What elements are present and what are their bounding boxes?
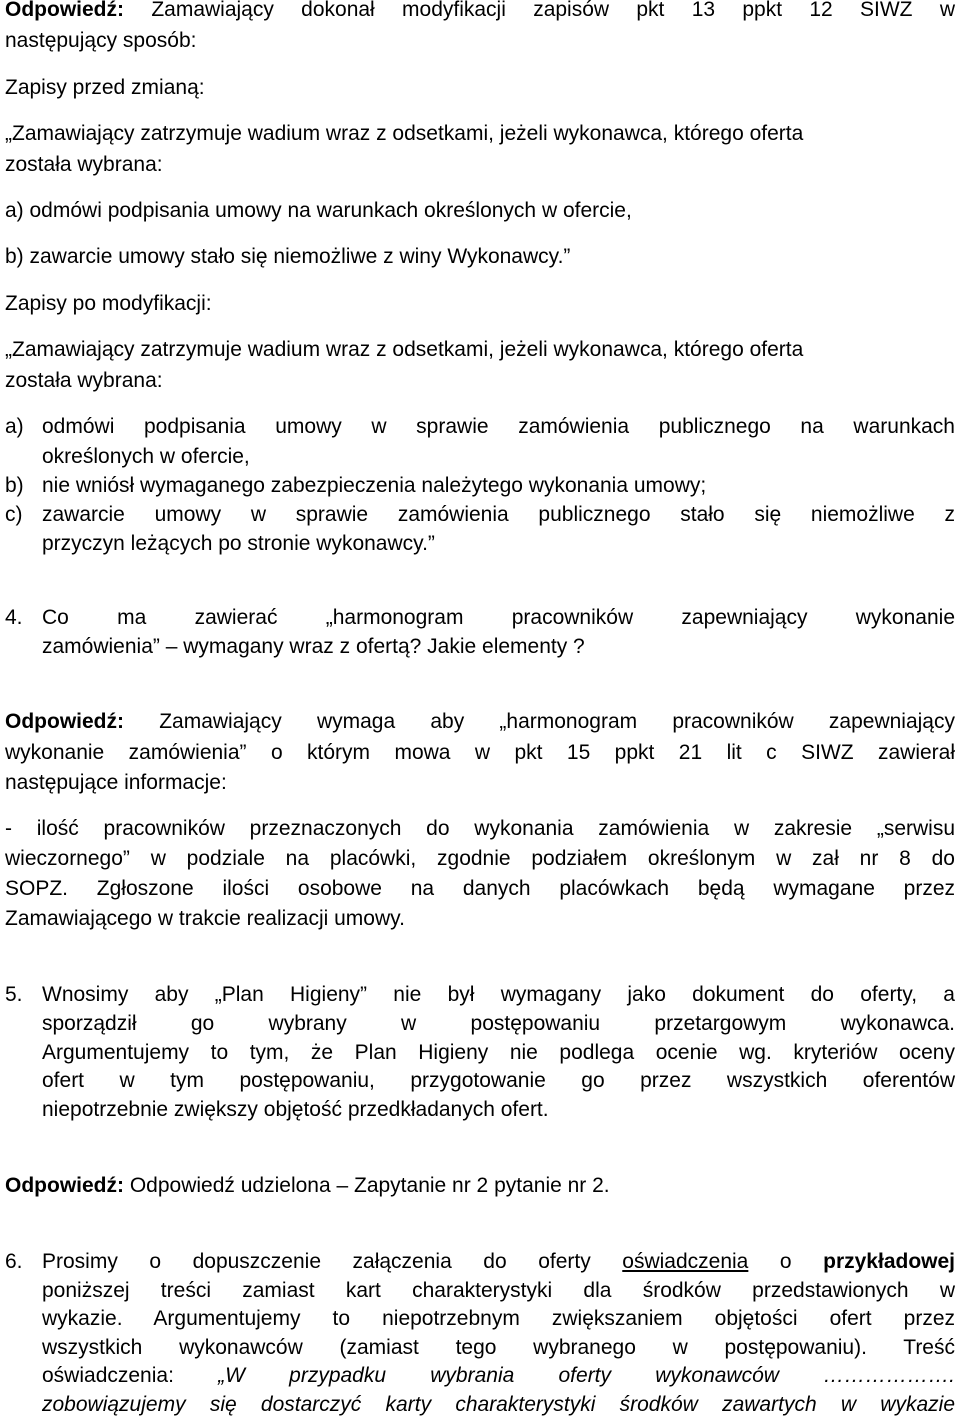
- question-number: 4.: [5, 606, 23, 629]
- question-line: zamówienia” – wymagany wraz z ofertą? Jakie elementy ?: [42, 635, 585, 658]
- list-item: odmówi podpisania umowy w sprawie zamówienia publicznego na warunkach: [42, 415, 955, 438]
- answer-line: wieczornego” w podziale na placówki, zgodnie podziałem określonym w zał nr 8 do: [5, 847, 955, 870]
- list-item: określonych w ofercie,: [42, 445, 250, 468]
- answer-line: - ilość pracowników przeznaczonych do wykonania zamówienia w zakresie „serwisu: [5, 817, 955, 840]
- answer-line: następujące informacje:: [5, 771, 227, 794]
- question-line: Argumentujemy to tym, że Plan Higieny nie podlega ocenie wg. kryteriów oceny: [42, 1041, 955, 1064]
- answer-line: Odpowiedź: Odpowiedź udzielona – Zapytanie nr 2 pytanie nr 2.: [5, 1174, 610, 1197]
- list-marker: c): [5, 503, 23, 526]
- question-line: wszystkich wykonawców (zamiast tego wybranego w postępowaniu). Treść: [42, 1336, 955, 1359]
- question-number: 5.: [5, 983, 23, 1006]
- question-number: 6.: [5, 1250, 23, 1273]
- quote-line: „Zamawiający zatrzymuje wadium wraz z odsetkami, jeżeli wykonawca, którego oferta: [5, 338, 804, 361]
- question-line: wykazie. Argumentujemy to niepotrzebnym zwiększaniem objętości ofert przez: [42, 1307, 955, 1330]
- list-item: zawarcie umowy w sprawie zamówienia publicznego stało się niemożliwe z: [42, 503, 955, 526]
- answer-label: Odpowiedź:: [5, 1174, 124, 1197]
- answer-line: Odpowiedź: Zamawiający dokonał modyfikacji zapisów pkt 13 ppkt 12 SIWZ w: [5, 0, 955, 21]
- list-item: przyczyn leżących po stronie wykonawcy.”: [42, 532, 435, 555]
- list-item: b) zawarcie umowy stało się niemożliwe z winy Wykonawcy.”: [5, 245, 571, 268]
- answer-label: Odpowiedź:: [5, 0, 124, 21]
- list-item: nie wniósł wymaganego zabezpieczenia należytego wykonania umowy;: [42, 474, 707, 497]
- question-line: Prosimy o dopuszczenie załączenia do oferty oświadczenia o przykładowej: [42, 1250, 956, 1273]
- question-line: ofert w tym postępowaniu, przygotowanie go przez wszystkich oferentów: [42, 1069, 955, 1092]
- answer-line: Zamawiającego w trakcie realizacji umowy.: [5, 907, 405, 930]
- list-marker: a): [5, 415, 24, 438]
- quote-line: „Zamawiający zatrzymuje wadium wraz z odsetkami, jeżeli wykonawca, którego oferta: [5, 122, 804, 145]
- italic-quote: „W przypadku wybrania oferty wykonawców ……………….: [218, 1364, 955, 1387]
- question-line: oświadczenia: „W przypadku wybrania oferty wykonawców ……………….: [42, 1364, 955, 1387]
- question-line: poniższej treści zamiast kart charakterystyki dla środków przedstawionych w: [42, 1279, 955, 1302]
- question-line: Wnosimy aby „Plan Higieny” nie był wymagany jako dokument do oferty, a: [42, 983, 955, 1006]
- underlined-term: oświadczenia: [622, 1250, 749, 1273]
- answer-label: Odpowiedź:: [5, 710, 124, 733]
- question-line: sporządził go wybrany w postępowaniu przetargowym wykonawca.: [42, 1012, 955, 1035]
- list-item: a) odmówi podpisania umowy na warunkach określonych w ofercie,: [5, 199, 632, 222]
- quote-line: została wybrana:: [5, 153, 163, 176]
- answer-line: następujący sposób:: [5, 29, 197, 52]
- section-subtitle: Zapisy przed zmianą:: [5, 76, 205, 99]
- section-subtitle: Zapisy po modyfikacji:: [5, 292, 212, 315]
- question-line: niepotrzebnie zwiększy objętość przedkładanych ofert.: [42, 1098, 549, 1121]
- answer-line: SOPZ. Zgłoszone ilości osobowe na danych placówkach będą wymagane przez: [5, 877, 955, 900]
- quote-line: została wybrana:: [5, 369, 163, 392]
- italic-quote: zobowiązujemy się dostarczyć karty charakterystyki środków zawartych w wykazie: [42, 1393, 955, 1416]
- list-marker: b): [5, 474, 24, 497]
- question-line: Co ma zawierać „harmonogram pracowników zapewniający wykonanie: [42, 606, 955, 629]
- bold-term: przykładowej: [823, 1250, 956, 1273]
- answer-line: Odpowiedź: Zamawiający wymaga aby „harmonogram pracowników zapewniający: [5, 710, 955, 733]
- answer-line: wykonanie zamówienia” o którym mowa w pkt 15 ppkt 21 lit c SIWZ zawierał: [5, 741, 955, 764]
